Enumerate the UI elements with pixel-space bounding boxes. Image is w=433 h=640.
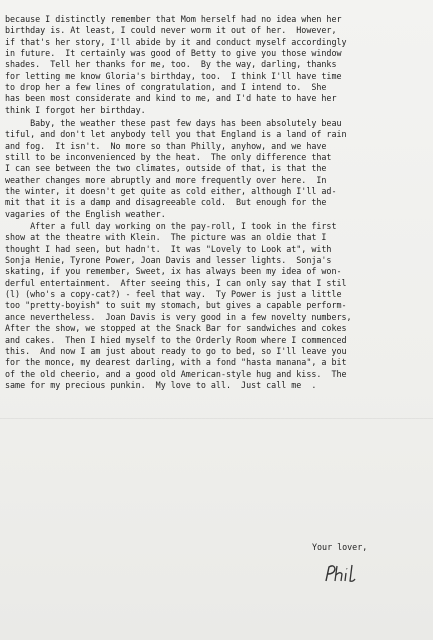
letter-line: for the monce, my dearest darling, with a fond "hasta manana", a bit: [5, 357, 347, 368]
letter-line: if that's her story, I'll abide by it and conduct myself accordingly: [5, 36, 347, 47]
letter-line: Sonja Henie, Tyrone Power, Joan Davis and lesser lights. Sonja's: [5, 255, 332, 266]
letter-line: vagaries of the English weather.: [5, 208, 166, 219]
letter-line: this. And now I am just about ready to go to bed, so I'll leave you: [5, 345, 347, 356]
letter-line: to drop her a few lines of congratulation, and I intend to. She: [5, 82, 327, 93]
letter-line: show at the theatre with Klein. The picture was an oldie that I: [5, 232, 327, 243]
letter-line: After a full day working on the pay-roll, I took in the first: [5, 221, 337, 231]
letter-line: in future. It certainly was good of Betty to give you those window: [5, 48, 342, 59]
letter-line: tiful, and don't let anybody tell you that England is a land of rain: [5, 129, 347, 140]
letter-line: of the old cheerio, and a good old American-style hug and kiss. The: [5, 368, 347, 379]
letter-line: think I forgot her birthday.: [5, 104, 146, 115]
letter-line: derful entertainment. After seeing this, I can only say that I stil: [5, 277, 347, 288]
letter-line: shades. Tell her thanks for me, too. By the way, darling, thanks: [5, 59, 337, 70]
letter-line: I can see between the two climates, outside of that, is that the: [5, 163, 327, 174]
signature-image: [322, 562, 382, 586]
letter-line: skating, if you remember, Sweet, ix has always been my idea of won-: [5, 266, 342, 277]
letter-line: and fog. It isn't. No more so than Philly, anyhow, and we have: [5, 140, 327, 151]
letter-line: same for my precious punkin. My love to all. Just call me .: [5, 379, 317, 390]
letter-line: too "pretty-boyish" to suit my stomach, but gives a capable perform-: [5, 300, 347, 311]
letter-line: for letting me know Gloria's birthday, too. I think I'll have time: [5, 70, 342, 81]
letter-line: thought I had seen, but hadn't. It was "Lovely to Look at", with: [5, 243, 332, 254]
letter-line: has been most considerate and kind to me, and I'd hate to have her: [5, 93, 337, 104]
letter-line: birthday is. At least, I could never worm it out of her. However,: [5, 25, 337, 36]
letter-line: mit that it is a damp and disagreeable cold. But enough for the: [5, 197, 327, 208]
closing: Your lover,: [312, 542, 368, 552]
letter-line: After the show, we stopped at the Snack Bar for sandwiches and cokes: [5, 323, 347, 334]
letter-line: and cakes. Then I hied myself to the Orderly Room where I commenced: [5, 334, 347, 345]
letter-line: weather changes more abruptly and more frequently over here. In: [5, 174, 327, 185]
letter-line: because I distinctly remember that Mom herself had no idea when her: [5, 14, 342, 24]
letter-line: the winter, it doesn't get quite as cold either, although I'll ad-: [5, 186, 337, 197]
letter-line: (l) (who's a copy-cat?) - feel that way. Ty Power is just a little: [5, 289, 342, 300]
letter-line: Baby, the weather these past few days has been absolutely beau: [5, 118, 342, 128]
letter-line: ance nevertheless. Joan Davis is very good in a few novelty numbers,: [5, 311, 352, 322]
letter-line: still to be inconvenienced by the heat. The only difference that: [5, 152, 332, 163]
paper-fold: [0, 418, 433, 419]
